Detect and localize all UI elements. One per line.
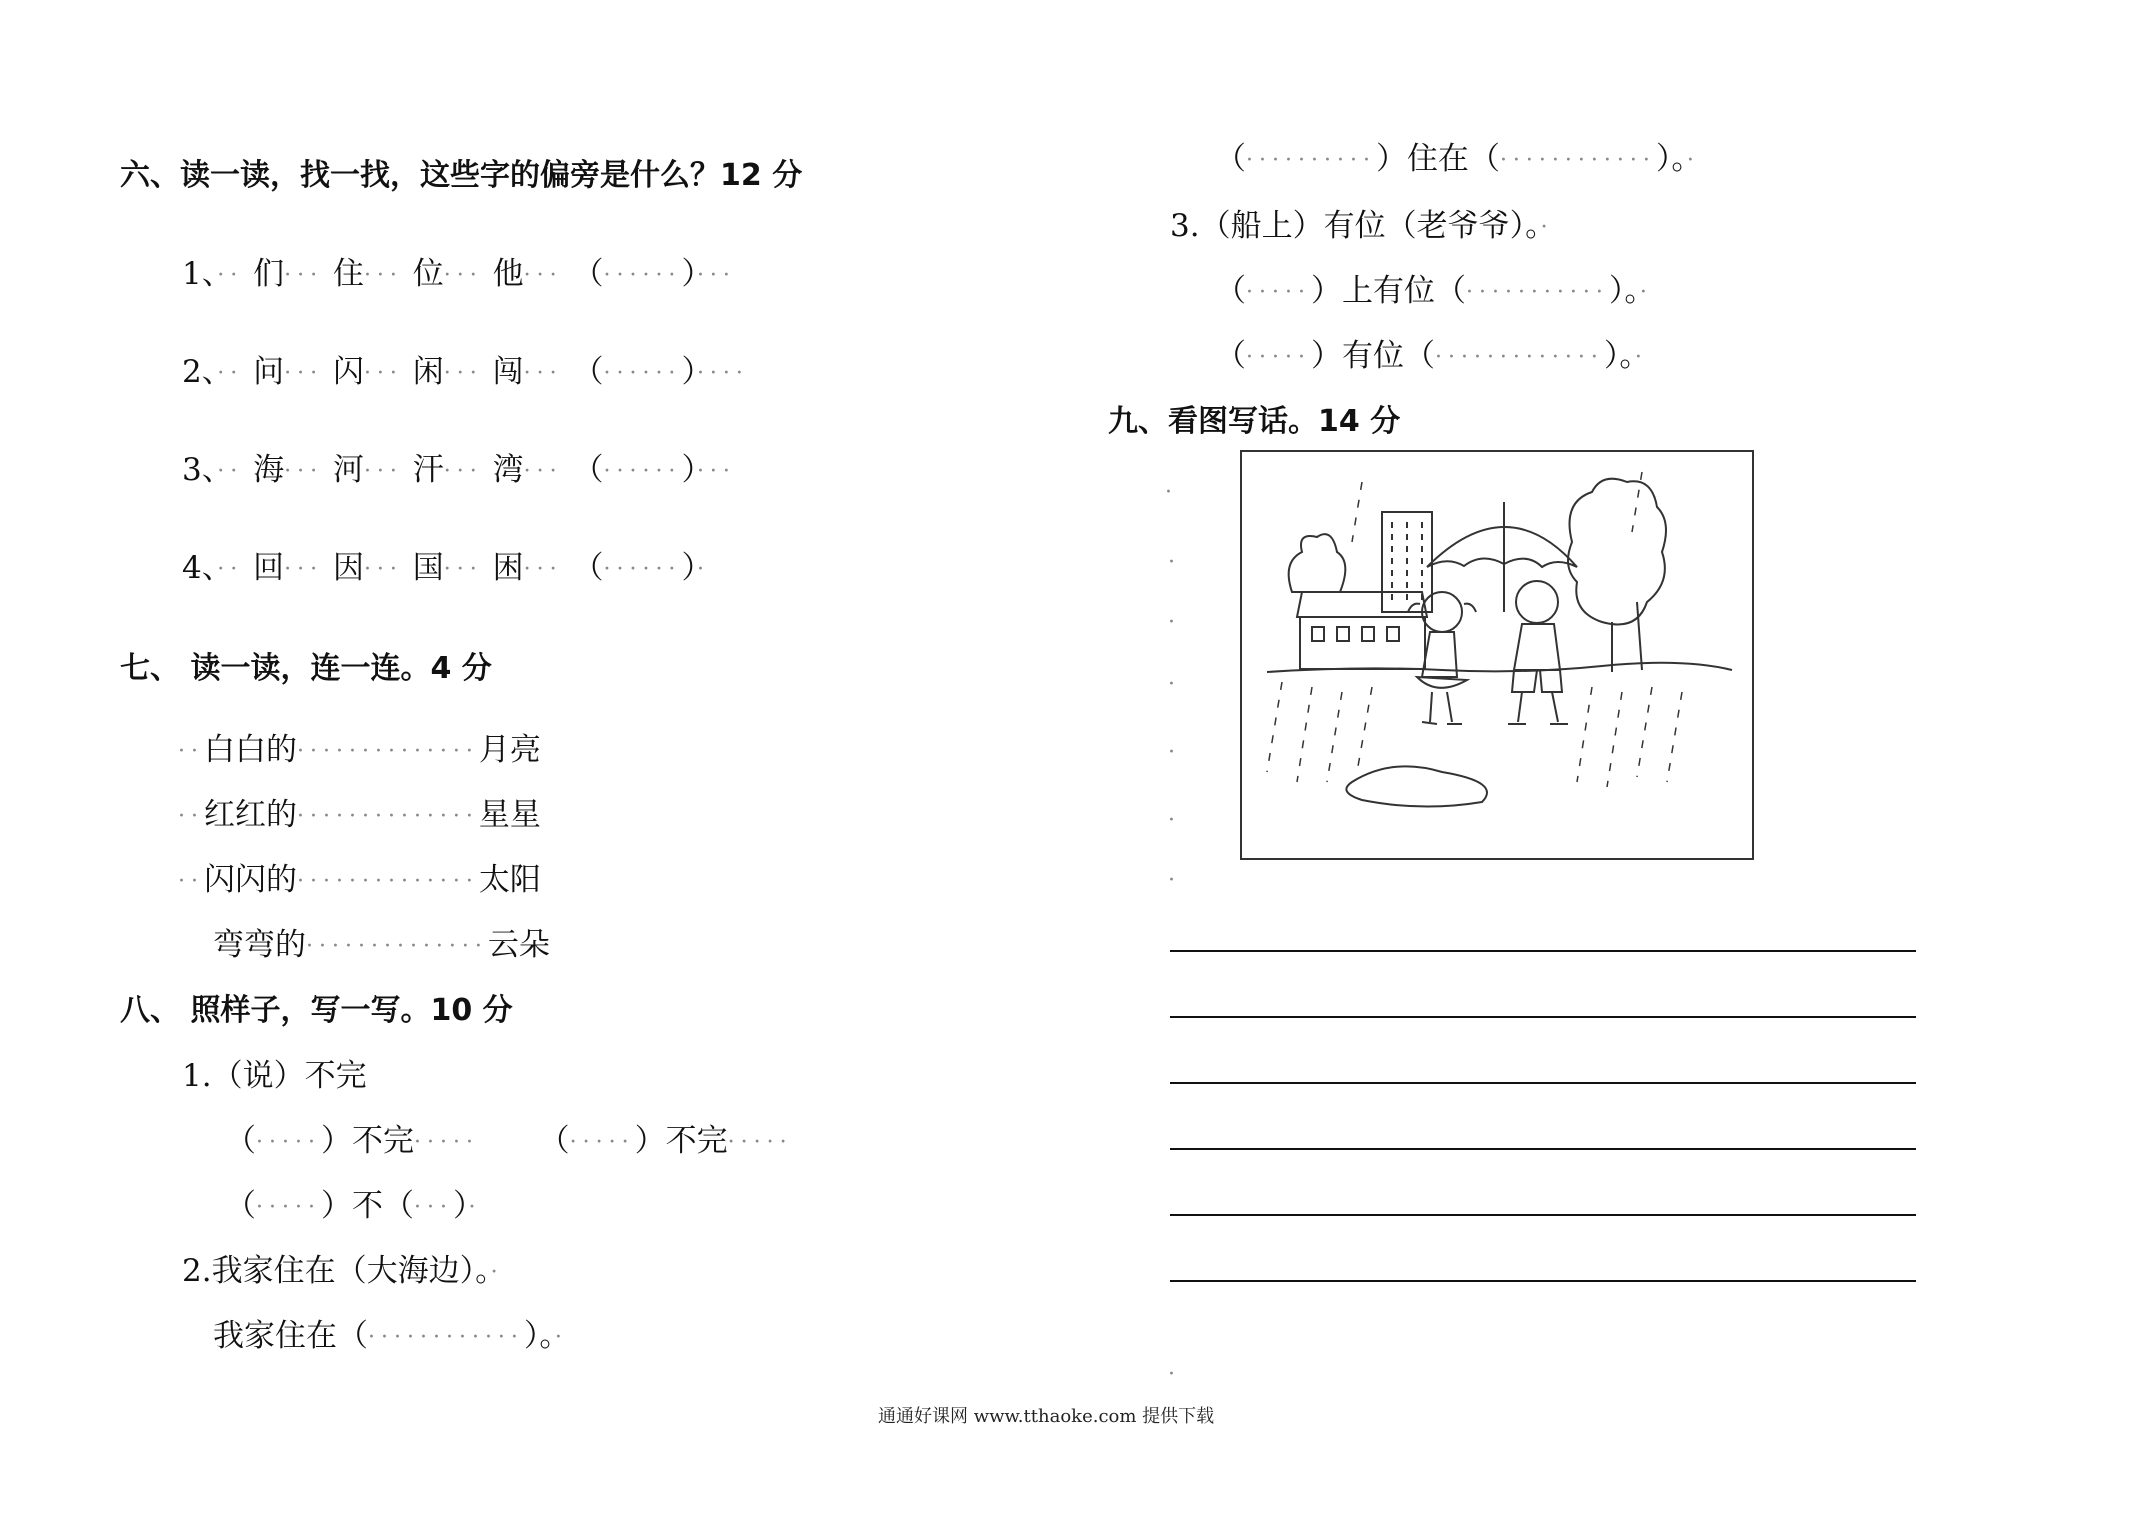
row-number: 3、: [182, 452, 218, 488]
match-right[interactable]: 星星: [478, 797, 541, 833]
answer-blank[interactable]: （·····）: [1215, 273, 1342, 309]
section-6-row-3: 3、·· 海··· 河··· 汗··· 湾··· （······）···: [182, 444, 736, 489]
rain-umbrella-children-illustration: [1242, 452, 1752, 858]
match-right[interactable]: 云朵: [487, 927, 550, 963]
section-7-title: 七、 读一读，连一连。4 分: [120, 651, 492, 686]
row-number: 1、: [182, 256, 218, 292]
match-row-3: ··闪闪的··············太阳: [178, 862, 541, 898]
q1-example: 1.（说）不完: [182, 1058, 367, 1094]
row-number: 4、: [182, 550, 218, 586]
section-6-row-1: 1、·· 们··· 住··· 位··· 他··· （······）···: [182, 248, 736, 293]
radical-char: 闪: [332, 354, 364, 390]
radical-char: 位: [412, 256, 444, 292]
q1-line-2: （·····）不（···）·: [225, 1188, 482, 1224]
radical-char: 闲: [412, 354, 444, 390]
answer-blank[interactable]: （·····）: [225, 1188, 352, 1224]
match-left[interactable]: 红红的: [204, 797, 297, 833]
footer-text: 通通好课网 www.tthaoke.com 提供下载: [878, 1406, 1215, 1427]
answer-blank[interactable]: （···········）: [1434, 273, 1625, 309]
answer-blank[interactable]: （············）: [1468, 141, 1672, 177]
margin-dot: ·: [1168, 868, 1181, 893]
match-left[interactable]: 闪闪的: [204, 862, 297, 898]
answer-blank[interactable]: （······）: [572, 550, 697, 586]
radical-char: 海: [253, 452, 285, 488]
margin-dot: ·: [1168, 808, 1181, 833]
section-9-title: 九、看图写话。14 分: [1108, 404, 1401, 439]
q3-example: 3.（船上）有位（老爷爷）。·: [1170, 208, 1554, 244]
writing-line-3[interactable]: [1170, 1082, 1916, 1084]
q3-line-2: （·····）有位（·············）。·: [1215, 338, 1648, 374]
answer-blank[interactable]: （······）: [572, 256, 697, 292]
radical-char: 问: [253, 354, 285, 390]
writing-line-1[interactable]: [1170, 950, 1916, 952]
answer-blank[interactable]: （······）: [572, 452, 697, 488]
match-left[interactable]: 弯弯的: [213, 927, 306, 963]
writing-line-4[interactable]: [1170, 1148, 1916, 1150]
answer-blank[interactable]: （··········）: [1215, 141, 1407, 177]
radical-char: 们: [253, 256, 285, 292]
q2-line: 我家住在（············）。·: [213, 1318, 568, 1354]
answer-blank[interactable]: （·····）: [538, 1123, 666, 1159]
radical-char: 困: [492, 550, 524, 586]
margin-dot: ·: [1165, 480, 1178, 505]
writing-line-2[interactable]: [1170, 1016, 1916, 1018]
margin-dot: ·: [1168, 672, 1181, 697]
answer-blank[interactable]: （······）: [572, 354, 697, 390]
radical-char: 国: [412, 550, 444, 586]
answer-blank[interactable]: （···）: [382, 1188, 469, 1224]
section-6-title: 六、读一读，找一找，这些字的偏旁是什么？12 分: [120, 158, 803, 193]
q3-line-1: （·····）上有位（···········）。·: [1215, 273, 1653, 309]
radical-char: 河: [332, 452, 364, 488]
writing-line-6[interactable]: [1170, 1280, 1916, 1282]
match-row-2: ··红红的··············星星: [178, 797, 541, 833]
answer-blank[interactable]: （·····）: [1215, 338, 1342, 374]
margin-dot: ·: [1168, 550, 1181, 575]
match-right[interactable]: 太阳: [478, 862, 541, 898]
section-8-title: 八、 照样子，写一写。10 分: [120, 993, 513, 1028]
match-left[interactable]: 白白的: [204, 732, 297, 768]
q2-line-2: （··········）住在（············）。·: [1215, 141, 1700, 177]
section-6-row-4: 4、·· 回··· 因··· 国··· 困··· （······）·: [182, 542, 710, 587]
radical-char: 因: [332, 550, 364, 586]
radical-char: 闯: [492, 354, 524, 390]
q1-line-1: （·····）不完····· （·····）不完·····: [225, 1123, 793, 1159]
match-row-1: ··白白的··············月亮: [178, 732, 541, 768]
answer-blank[interactable]: （·····）: [225, 1123, 352, 1159]
row-number: 2、: [182, 354, 218, 390]
answer-blank[interactable]: （·············）: [1403, 338, 1620, 374]
q2-example: 2.我家住在（大海边）。·: [182, 1253, 504, 1289]
match-right[interactable]: 月亮: [478, 732, 541, 768]
radical-char: 汗: [412, 452, 444, 488]
illustration-frame: [1240, 450, 1754, 860]
writing-line-5[interactable]: [1170, 1214, 1916, 1216]
margin-dot: ·: [1168, 1362, 1181, 1387]
margin-dot: ·: [1168, 610, 1181, 635]
radical-char: 回: [253, 550, 285, 586]
radical-char: 湾: [492, 452, 524, 488]
radical-char: 他: [492, 256, 524, 292]
match-row-4: 弯弯的··············云朵: [213, 927, 550, 963]
answer-blank[interactable]: （············）: [337, 1318, 540, 1354]
margin-dot: ·: [1168, 740, 1181, 765]
radical-char: 住: [332, 256, 364, 292]
section-6-row-2: 2、·· 问··· 闪··· 闲··· 闯··· （······）····: [182, 346, 749, 391]
